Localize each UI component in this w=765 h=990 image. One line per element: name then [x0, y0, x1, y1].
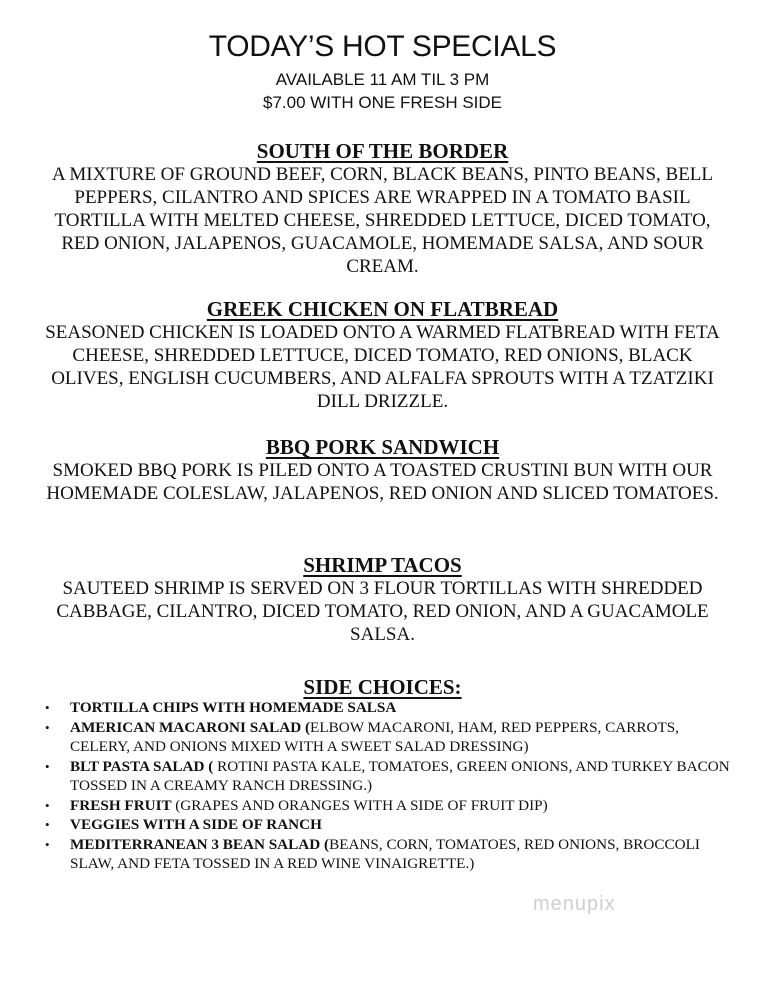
- price-text: $7.00 WITH ONE FRESH SIDE: [263, 93, 502, 112]
- side-detail: ELBOW MACARONI, HAM, RED PEPPERS, CARROTS, CELERY, AND ONIONS MIXED WITH A SWEET SALAD DRESSING): [70, 718, 679, 755]
- side-detail: BEANS, CORN, TOMATOES, RED ONIONS, BROCCOLI SLAW, AND FETA TOSSED IN A RED WINE VINAIGRETTE.): [70, 835, 700, 872]
- special-shrimp-tacos: [0, 553, 765, 646]
- bullet-icon: •: [45, 836, 50, 852]
- side-choices-list: [40, 698, 730, 874]
- list-item: [40, 796, 730, 816]
- list-item: [40, 815, 730, 835]
- special-description: SAUTEED SHRIMP IS SERVED ON 3 FLOUR TORTILLAS WITH SHREDDED CABBAGE, CILANTRO, DICED TOMATO, RED ONION, AND A GUACAMOLE SALSA.: [56, 578, 709, 645]
- special-name: SOUTH OF THE BORDER: [256, 139, 509, 163]
- side-name: AMERICAN MACARONI SALAD (: [70, 718, 311, 736]
- side-name: TORTILLA CHIPS WITH HOMEMADE SALSA: [70, 699, 397, 716]
- special-name: GREEK CHICKEN ON FLATBREAD: [206, 297, 559, 321]
- side-name: BLT PASTA SALAD (: [70, 757, 214, 775]
- bullet-icon: •: [45, 700, 50, 715]
- list-item: [40, 757, 730, 796]
- bullet-icon: •: [45, 719, 50, 735]
- bullet-icon: •: [45, 817, 50, 832]
- side-name: MEDITERRANEAN 3 BEAN SALAD (: [70, 835, 330, 853]
- special-bbq-pork-sandwich: [0, 435, 765, 505]
- availability-text: AVAILABLE 11 AM TIL 3 PM: [275, 70, 490, 89]
- side-detail: (GRAPES AND ORANGES WITH A SIDE OF FRUIT DIP): [175, 796, 548, 814]
- side-name: FRESH FRUIT: [70, 796, 176, 814]
- menupix-watermark: menupix: [533, 893, 616, 915]
- special-greek-chicken: [0, 297, 765, 413]
- list-item: [40, 698, 730, 718]
- side-detail: ROTINI PASTA KALE, TOMATOES, GREEN ONIONS, AND TURKEY BACON TOSSED IN A CREAMY RANCH DRESSING.): [70, 757, 730, 794]
- bullet-icon: •: [45, 758, 50, 774]
- side-choices-title: SIDE CHOICES:: [303, 675, 462, 699]
- list-item: [40, 718, 730, 757]
- side-name: VEGGIES WITH A SIDE OF RANCH: [70, 816, 322, 833]
- special-description: SMOKED BBQ PORK IS PILED ONTO A TOASTED CRUSTINI BUN WITH OUR HOMEMADE COLESLAW, JALAPENOS, RED ONION AND SLICED TOMATOES.: [46, 460, 719, 504]
- special-name: SHRIMP TACOS: [303, 553, 462, 577]
- special-name: BBQ PORK SANDWICH: [265, 435, 500, 459]
- list-item: [40, 835, 730, 874]
- bullet-icon: •: [45, 797, 50, 813]
- page-title: TODAY’S HOT SPECIALS: [208, 30, 557, 63]
- special-description: SEASONED CHICKEN IS LOADED ONTO A WARMED FLATBREAD WITH FETA CHEESE, SHREDDED LETTUCE, DICED TOMATO, RED ONIONS, BLACK OLIVES, ENGLISH CUCUMBERS, AND ALFALFA SPROUTS WITH A TZATZIKI DILL DRIZZLE.: [45, 322, 720, 412]
- special-south-of-the-border: [0, 139, 765, 278]
- special-description: A MIXTURE OF GROUND BEEF, CORN, BLACK BEANS, PINTO BEANS, BELL PEPPERS, CILANTRO AND SPICES ARE WRAPPED IN A TOMATO BASIL TORTILLA WITH MELTED CHEESE, SHREDDED LETTUCE, DICED TOMATO, RED ONION, JALAPENOS, GUACAMOLE, HOMEMADE SALSA, AND SOUR CREAM.: [51, 164, 714, 277]
